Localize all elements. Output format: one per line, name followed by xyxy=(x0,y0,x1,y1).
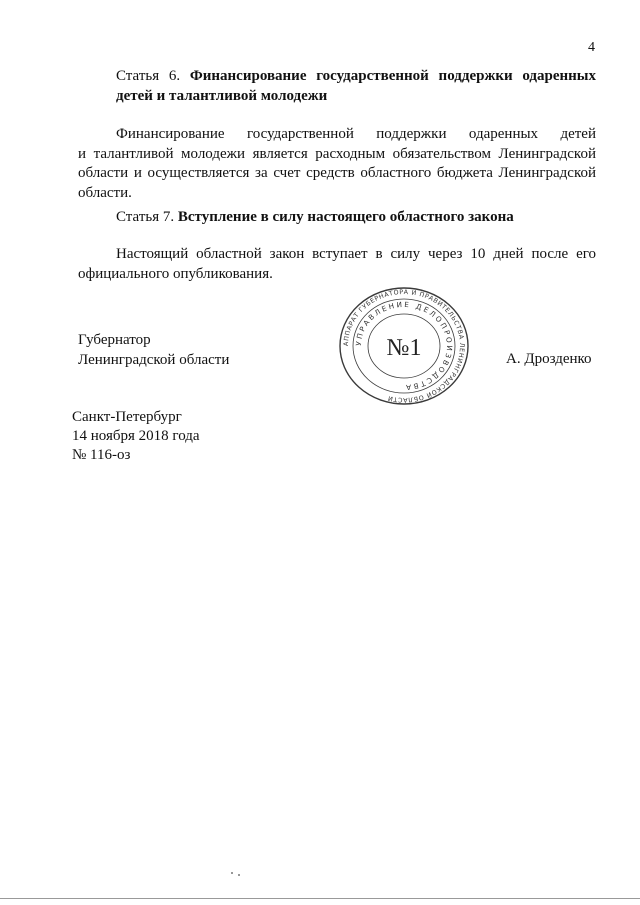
stamp-number: №1 xyxy=(386,335,422,361)
article-6-title-part-1: Финансирование государственной поддержки одаренных xyxy=(189,68,597,84)
article-6-body xyxy=(78,125,596,203)
article-7-title: Вступление в силу настоящего областного закона xyxy=(177,209,514,225)
page-number: 4 xyxy=(588,40,595,55)
scan-speck xyxy=(231,872,233,874)
article-7-body xyxy=(78,245,596,284)
svg-text:УПРАВЛЕНИЕ ДЕЛОПРОИЗВОДСТВА: УПРАВЛЕНИЕ ДЕЛОПРОИЗВОДСТВА xyxy=(353,299,455,393)
scan-edge-line xyxy=(0,898,640,899)
article-7-label: Статья 7. xyxy=(116,209,175,225)
article-6-label: Статья 6. xyxy=(116,68,181,84)
article-7-body-line-2: официального опубликования. xyxy=(78,265,273,282)
signer-name: А. Дрозденко xyxy=(506,351,592,367)
article-6-heading-line-1 xyxy=(78,67,596,87)
city: Санкт-Петербург xyxy=(72,409,182,425)
signer-position-line-1: Губернатор xyxy=(78,332,151,348)
article-6-body-line-3: области и осуществляется за счет средств областного бюджета Ленинградской xyxy=(78,165,596,181)
place-date-block xyxy=(72,408,200,465)
scan-speck xyxy=(238,874,240,876)
article-6-body-line-1: Финансирование государственной поддержки одаренных детей xyxy=(116,126,596,142)
official-stamp xyxy=(336,286,472,406)
signer-position-line-2: Ленинградской области xyxy=(78,351,230,368)
article-6-body-line-2: и талантливой молодежи является расходным обязательством Ленинградской xyxy=(78,145,596,162)
article-6-heading xyxy=(78,67,596,106)
article-6-title-part-2: детей и талантливой молодежи xyxy=(116,87,328,104)
article-7-body-line-1: Настоящий областной закон вступает в силу через 10 дней после его xyxy=(116,246,596,262)
article-6-body-line-4: области. xyxy=(78,184,132,201)
law-number: № 116-оз xyxy=(72,447,131,463)
article-7-heading xyxy=(78,208,596,228)
signer-position xyxy=(78,331,229,370)
law-date: 14 ноября 2018 года xyxy=(72,428,200,444)
svg-text:АППАРАТ ГУБЕРНАТОРА И ПРАВИТЕЛ: АППАРАТ ГУБЕРНАТОРА И ПРАВИТЕЛЬСТВА ЛЕНИНГРАДСКОЙ ОБЛАСТИ xyxy=(342,288,466,404)
